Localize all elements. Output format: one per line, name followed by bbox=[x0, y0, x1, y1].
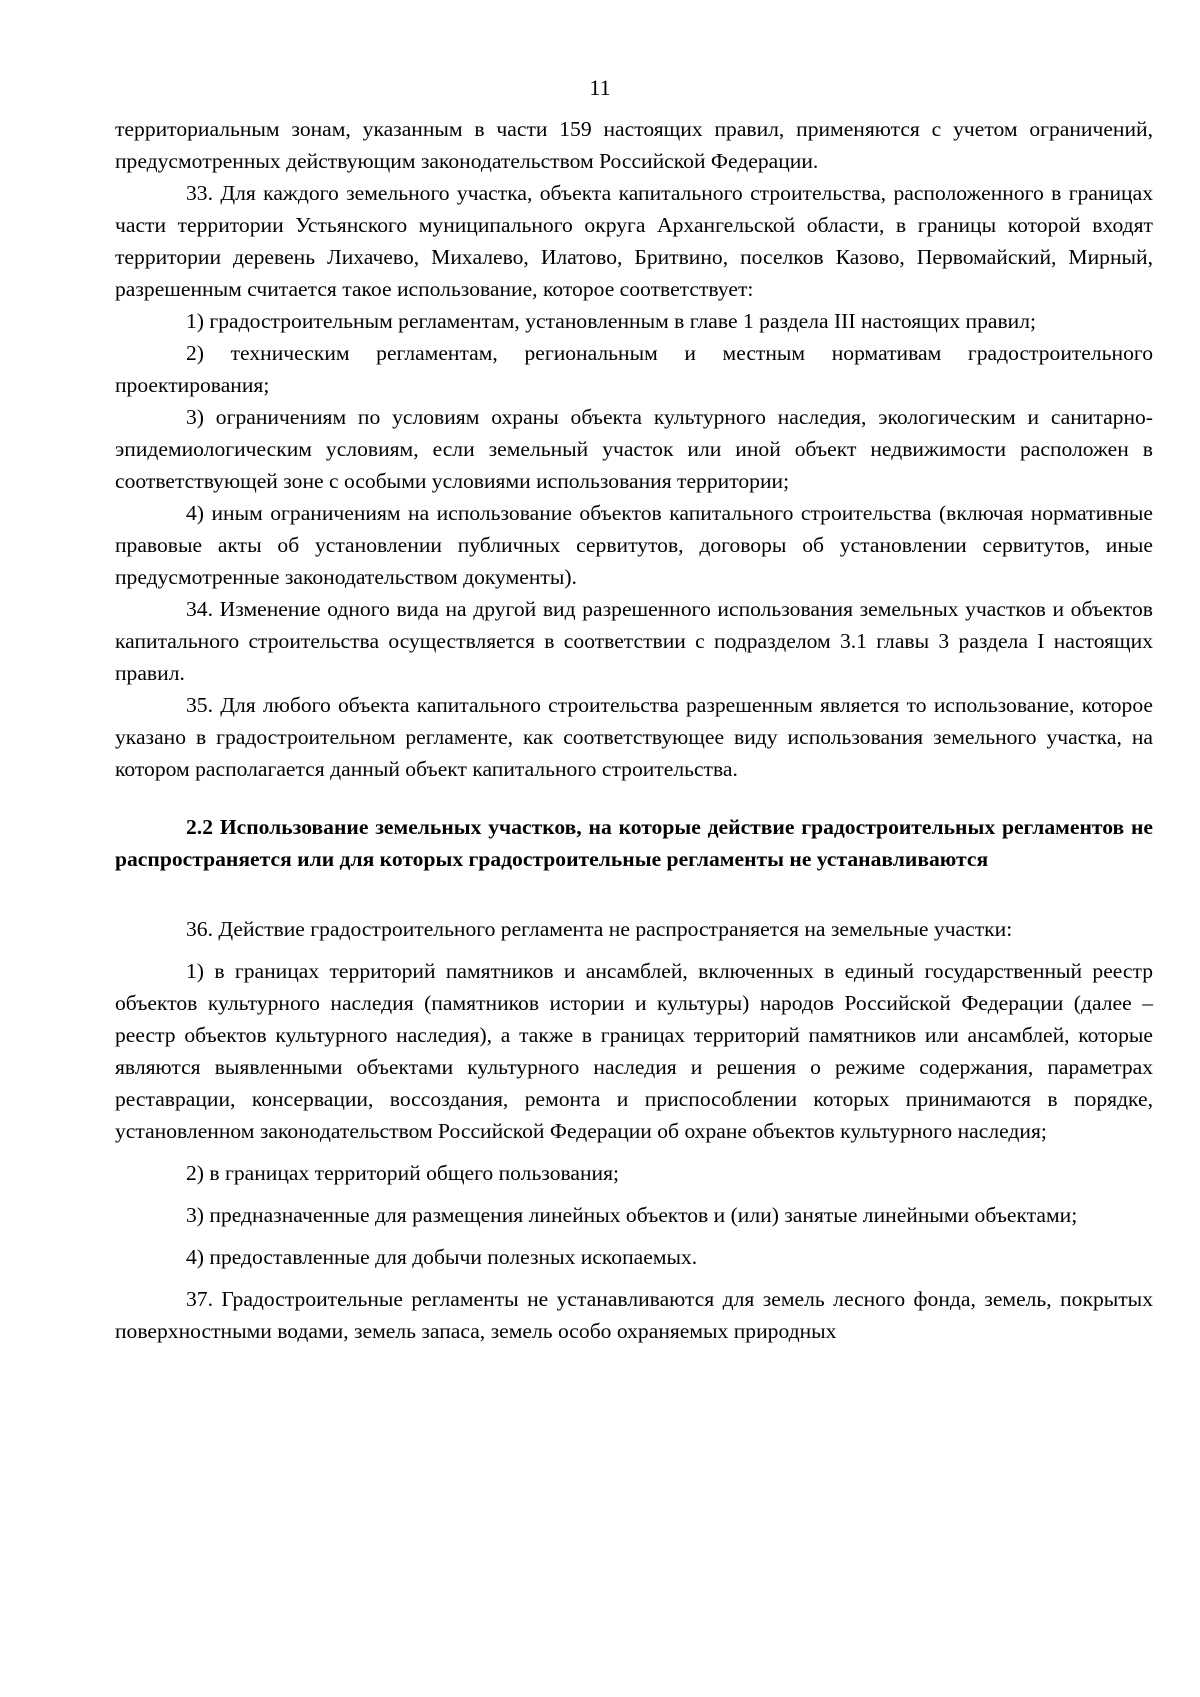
list-item-3: 3) ограничениям по условиям охраны объекта культурного наследия, экологическим и санитарно-эпидемиологическим условиям, если земельный участок или иной объект недвижимости расположен в соответствующей зоне с особыми условиями использования территории; bbox=[115, 405, 1153, 493]
list-item-2: 2) техническим регламентам, региональным и местным нормативам градостроительного проектирования; bbox=[115, 341, 1153, 397]
paragraph-33: 33. Для каждого земельного участка, объекта капитального строительства, расположенного в границах части территории Устьянского муниципального округа Архангельской области, в границы которой входят территории деревень Лихачево, Михалево, Илатово, Бритвино, поселков Казово, Первомайский, Мирный, разрешенным считается такое использование, которое соответствует: bbox=[115, 181, 1153, 301]
list-item-1: 1) градостроительным регламентам, установленным в главе 1 раздела III настоящих правил; bbox=[186, 309, 1037, 333]
paragraph-37: 37. Градостроительные регламенты не устанавливаются для земель лесного фонда, земель, покрытых поверхностными водами, земель запаса, земель особо охраняемых природных bbox=[115, 1287, 1153, 1343]
paragraph-35: 35. Для любого объекта капитального строительства разрешенным является то использование, которое указано в градостроительном регламенте, как соответствующее виду использования земельного участка, на котором располагается данный объект капитального строительства. bbox=[115, 693, 1153, 781]
list-item-4: 4) иным ограничениям на использование объектов капитального строительства (включая нормативные правовые акты об установлении публичных сервитутов, договоры об установлении сервитутов, иные предусмотренные законодательством документы). bbox=[115, 501, 1153, 589]
section-list-item-3: 3) предназначенные для размещения линейных объектов и (или) занятые линейными объектами; bbox=[186, 1203, 1078, 1227]
document-body bbox=[115, 113, 1153, 1347]
paragraph-continuation: территориальным зонам, указанным в части 159 настоящих правил, применяются с учетом ограничений, предусмотренных действующим законодательством Российской Федерации. bbox=[115, 117, 1153, 173]
section-list-item-2: 2) в границах территорий общего пользования; bbox=[186, 1161, 620, 1185]
section-list-item-1: 1) в границах территорий памятников и ансамблей, включенных в единый государственный реестр объектов культурного наследия (памятников истории и культуры) народов Российской Федерации (далее – реестр объектов культурного наследия), а также в границах территорий памятников или ансамблей, которые являются выявленными объектами культурного наследия и решения о режиме содержания, параметрах реставрации, консервации, воссоздания, ремонта и приспособлении которых принимаются в порядке, установленном законодательством Российской Федерации об охране объектов культурного наследия; bbox=[115, 959, 1153, 1143]
paragraph-34: 34. Изменение одного вида на другой вид разрешенного использования земельных участков и объектов капитального строительства осуществляется в соответствии с подразделом 3.1 главы 3 раздела I настоящих правил. bbox=[115, 597, 1153, 685]
section-heading: 2.2 Использование земельных участков, на которые действие градостроительных регламентов не распространяется или для которых градостроительные регламенты не устанавливаются bbox=[115, 815, 1153, 871]
page-number: 11 bbox=[589, 75, 611, 100]
section-list-item-4: 4) предоставленные для добычи полезных ископаемых. bbox=[186, 1245, 698, 1269]
paragraph-36: 36. Действие градостроительного регламента не распространяется на земельные участки: bbox=[186, 917, 1013, 941]
